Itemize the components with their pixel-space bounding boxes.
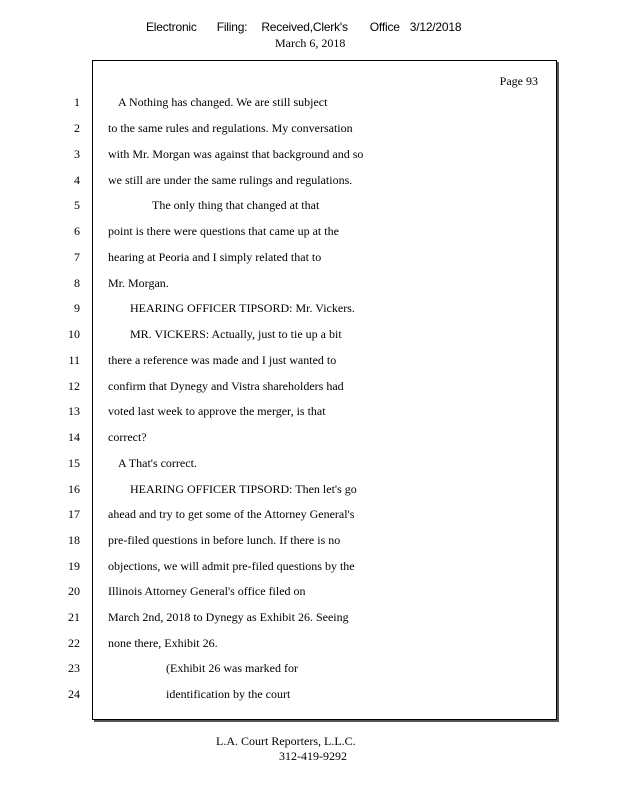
line-number: 10 xyxy=(68,327,80,341)
transcript-line: Mr. Morgan. xyxy=(108,276,169,290)
stamp-electronic: Electronic xyxy=(146,20,197,34)
stamp-filing: Filing: xyxy=(216,20,248,34)
line-number: 13 xyxy=(68,404,80,418)
transcript-line: HEARING OFFICER TIPSORD: Mr. Vickers. xyxy=(130,301,355,315)
transcript-line: A That's correct. xyxy=(118,456,197,470)
line-number: 16 xyxy=(68,482,80,496)
transcript-line: none there, Exhibit 26. xyxy=(108,636,218,650)
line-number: 24 xyxy=(68,687,80,701)
stamp-received-clerks: Received,Clerk's xyxy=(261,20,348,34)
line-number: 1 xyxy=(74,95,80,109)
transcript-line: point is there were questions that came up at the xyxy=(108,224,339,238)
line-number: 4 xyxy=(74,173,80,187)
line-number: 17 xyxy=(68,507,80,521)
transcript-line: voted last week to approve the merger, is that xyxy=(108,404,326,418)
stamp-office: Office xyxy=(369,20,400,34)
transcript-line: A Nothing has changed. We are still subject xyxy=(118,95,328,109)
line-number: 21 xyxy=(68,610,80,624)
line-number: 7 xyxy=(74,250,80,264)
footer-company-name: L.A. Court Reporters, L.L.C. xyxy=(216,734,356,748)
line-number: 14 xyxy=(68,430,80,444)
line-number: 12 xyxy=(68,379,80,393)
line-number: 11 xyxy=(68,353,80,367)
transcript-line: objections, we will admit pre-filed questions by the xyxy=(108,559,355,573)
transcript-line: pre-filed questions in before lunch. If there is no xyxy=(108,533,341,547)
transcript-line: to the same rules and regulations. My conversation xyxy=(108,121,353,135)
line-number: 23 xyxy=(68,661,80,675)
transcript-line: correct? xyxy=(108,430,147,444)
transcript-line: confirm that Dynegy and Vistra shareholders had xyxy=(108,379,344,393)
transcript-line: The only thing that changed at that xyxy=(152,198,320,212)
transcript-line: identification by the court xyxy=(166,687,291,701)
line-number: 18 xyxy=(68,533,80,547)
line-number: 6 xyxy=(74,224,80,238)
transcript-line: Illinois Attorney General's office filed on xyxy=(108,584,306,598)
line-number: 9 xyxy=(74,301,80,315)
transcript-line: we still are under the same rulings and regulations. xyxy=(108,173,353,187)
line-number: 22 xyxy=(68,636,80,650)
transcript-line: HEARING OFFICER TIPSORD: Then let's go xyxy=(130,482,357,496)
line-number: 19 xyxy=(68,559,80,573)
line-number: 8 xyxy=(74,276,80,290)
line-number: 5 xyxy=(74,198,80,212)
line-number: 15 xyxy=(68,456,80,470)
hearing-date: March 6, 2018 xyxy=(275,36,346,50)
line-number: 2 xyxy=(74,121,80,135)
transcript-line: (Exhibit 26 was marked for xyxy=(166,661,298,675)
filing-stamp xyxy=(146,20,461,34)
transcript-line: ahead and try to get some of the Attorney General's xyxy=(108,507,355,521)
stamp-date: 3/12/2018 xyxy=(409,20,462,34)
footer-phone-number: 312-419-9292 xyxy=(279,749,347,763)
transcript-line: hearing at Peoria and I simply related that to xyxy=(108,250,322,264)
line-number: 3 xyxy=(74,147,80,161)
transcript-line: with Mr. Morgan was against that background and so xyxy=(108,147,364,161)
page-number: Page 93 xyxy=(499,74,538,88)
transcript-line: March 2nd, 2018 to Dynegy as Exhibit 26. Seeing xyxy=(108,610,349,624)
transcript-line: MR. VICKERS: Actually, just to tie up a bit xyxy=(130,327,342,341)
line-number: 20 xyxy=(68,584,80,598)
transcript-line: there a reference was made and I just wanted to xyxy=(108,353,337,367)
